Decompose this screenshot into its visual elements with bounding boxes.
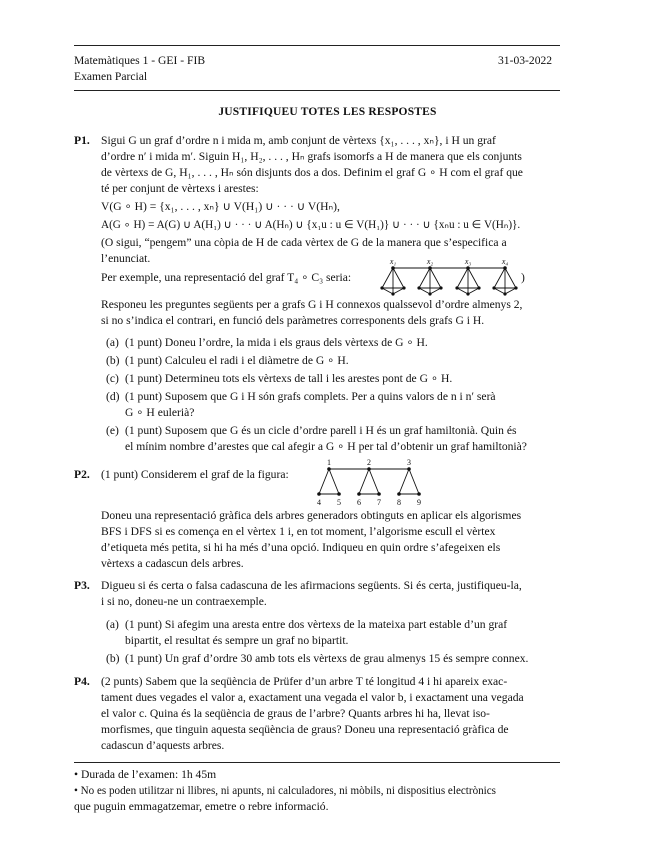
p4-line: cadascun d’aquests arbres.: [101, 739, 225, 752]
triangle-1: [382, 268, 404, 294]
p1-item-d: (1 punt) Suposem que G i H són grafs complets. Per a quins valors de n i n′ serà: [125, 390, 496, 403]
p2-node-label: 2: [367, 458, 371, 467]
p1-respon-line: Responeu les preguntes següents per a grafs G i H connexos qualssevol d’ordre almenys 2,: [101, 298, 523, 311]
p1-line: té per conjunt de vèrtexs i arestes:: [101, 182, 259, 195]
p1-example-close: ): [521, 271, 525, 284]
p3-item-b: (1 punt) Un graf d’ordre 30 amb tots els vèrtexs de grau almenys 15 és sempre connex.: [125, 652, 529, 665]
triangle-2: [419, 268, 441, 294]
p2-node-label: 1: [327, 458, 331, 467]
p2-node-label: 7: [377, 498, 381, 507]
p1-note-line: l’enunciat.: [101, 252, 151, 265]
p2-node-label: 4: [317, 498, 321, 507]
p1-item-a: (1 punt) Doneu l’ordre, la mida i els graus dels vèrtexs de G ∘ H.: [125, 336, 428, 349]
p1-example-text: Per exemple, una representació del graf T₄ ∘ C₃ seria:: [101, 271, 352, 284]
p1-line: Sigui G un graf d’ordre n i mida m, amb conjunt de vèrtexs {x₁, . . . , xₙ}, i H un graf: [101, 134, 496, 147]
p3-item-mark: (a): [106, 618, 119, 631]
p1-note-line: (O sigui, “pengem” una còpia de H de cada vèrtex de G de la manera que s’especifica a: [101, 236, 507, 249]
footer-duration: • Durada de l’examen: 1h 45m: [74, 768, 217, 781]
p4-line: (2 punts) Sabem que la seqüència de Prüfer d’un arbre T té longitud 4 i hi apareix exac-: [101, 675, 508, 688]
fig-label-x3: x₃: [464, 257, 472, 266]
p2-node-label: 6: [357, 498, 361, 507]
p2-line: Doneu una representació gràfica dels arbres generadors obtinguts en aplicar els algorismes: [101, 509, 522, 522]
figure-p2-graph: [312, 456, 432, 508]
fig-label-x1: x₁: [389, 257, 397, 266]
header-bottom-rule: [74, 90, 560, 91]
page-title: JUSTIFIQUEU TOTES LES RESPOSTES: [218, 106, 437, 118]
p1-respon-line: si no s’indica el contrari, en funció dels paràmetres corresponents dels grafs G i H.: [101, 314, 485, 327]
p2-label: P2.: [74, 468, 90, 481]
p1-item-mark: (e): [106, 424, 119, 437]
exam-date: 31-03-2022: [498, 54, 553, 67]
fig-label-x2: x₂: [426, 257, 434, 266]
p4-line: morfismes, que tinguin aquesta seqüència de graus? Doneu una representació gràfica de: [101, 723, 509, 736]
header-top-rule: [74, 45, 560, 46]
course-name: Matemàtiques 1 - GEI - FIB: [74, 54, 206, 67]
p3-item-a: (1 punt) Si afegim una aresta entre dos vèrtexs de la mateixa part estable d’un graf: [125, 618, 508, 631]
p2-line: BFS i DFS si es comença en el vèrtex 1 i, en tot moment, l’algorisme escull el vèrtex: [101, 525, 496, 538]
p1-item-d: G ∘ H eulerià?: [125, 406, 195, 419]
p1-label: P1.: [74, 134, 90, 147]
figure-t4-c3: [372, 256, 524, 302]
p1-item-mark: (d): [106, 390, 120, 403]
p4-label: P4.: [74, 675, 90, 688]
p3-line: Digueu si és certa o falsa cadascuna de les afirmacions següents. Si és certa, justifiqueu-la,: [101, 579, 522, 592]
p1-item-e: (1 punt) Suposem que G és un cicle d’ordre parell i H és un graf hamiltonià. Quin és: [125, 424, 517, 437]
p2-node-label: 3: [407, 458, 411, 467]
footer-rules: • No es poden utilitzar ni llibres, ni apunts, ni calculadores, ni mòbils, ni dispositius electrònics: [74, 785, 496, 797]
p2-intro: (1 punt) Considerem el graf de la figura:: [101, 468, 289, 481]
p4-line: tament dues vegades el valor a, exactament una vegada el valor b, i exactament una vegada: [101, 691, 524, 704]
p1-item-e: el mínim nombre d’arestes que cal afegir a G ∘ H per tal d’obtenir un graf hamiltonià?: [125, 440, 527, 453]
p1-item-b: (1 punt) Calculeu el radi i el diàmetre de G ∘ H.: [125, 354, 349, 367]
formula-edges: A(G ∘ H) = A(G) ∪ A(H₁) ∪ · · · ∪ A(Hₙ) ∪ {x₁u : u ∈ V(H₁)} ∪ · · · ∪ {xₙu : u ∈ V(Hₙ)}.: [101, 219, 521, 231]
p1-line: d’ordre n′ i mida m′. Siguin H₁, H₂, . . . , Hₙ grafs isomorfs a H de manera que els conjunts: [101, 150, 522, 163]
p3-item-a: bipartit, el resultat és sempre un graf no bipartit.: [125, 634, 349, 647]
p2-node-label: 5: [337, 498, 341, 507]
p1-item-mark: (a): [106, 336, 119, 349]
p1-line: de vèrtexs de G, H₁, . . . , Hₙ són disjunts dos a dos. Definim el graf G ∘ H com el graf que: [101, 166, 523, 179]
p3-label: P3.: [74, 579, 90, 592]
p4-line: el valor c. Quina és la seqüència de graus de l’arbre? Quants arbres hi ha, llevat iso-: [101, 707, 490, 720]
p2-line: d’etiqueta més petita, si hi ha més d’una opció. Indiqueu en quin ordre s’afegeixen els: [101, 541, 501, 554]
triangle-4: [494, 268, 516, 294]
p2-node-label: 9: [417, 498, 421, 507]
fig-label-x4: x₄: [501, 257, 509, 266]
exam-type: Examen Parcial: [74, 70, 148, 83]
p1-item-mark: (b): [106, 354, 120, 367]
formula-vertices: V(G ∘ H) = {x₁, . . . , xₙ} ∪ V(H₁) ∪ · · · ∪ V(Hₙ),: [101, 200, 340, 213]
p3-item-mark: (b): [106, 652, 120, 665]
p3-line: i si no, doneu-ne un contraexemple.: [101, 595, 267, 608]
p1-item-c: (1 punt) Determineu tots els vèrtexs de tall i les arestes pont de G ∘ H.: [125, 372, 453, 385]
footer-rule: [74, 762, 560, 763]
triangle-3: [457, 268, 479, 294]
p2-node-label: 8: [397, 498, 401, 507]
footer-rules: que puguin emmagatzemar, emetre o rebre informació.: [74, 800, 329, 813]
p2-line: vèrtexs a cadascun dels arbres.: [101, 557, 244, 570]
p1-item-mark: (c): [106, 372, 119, 385]
